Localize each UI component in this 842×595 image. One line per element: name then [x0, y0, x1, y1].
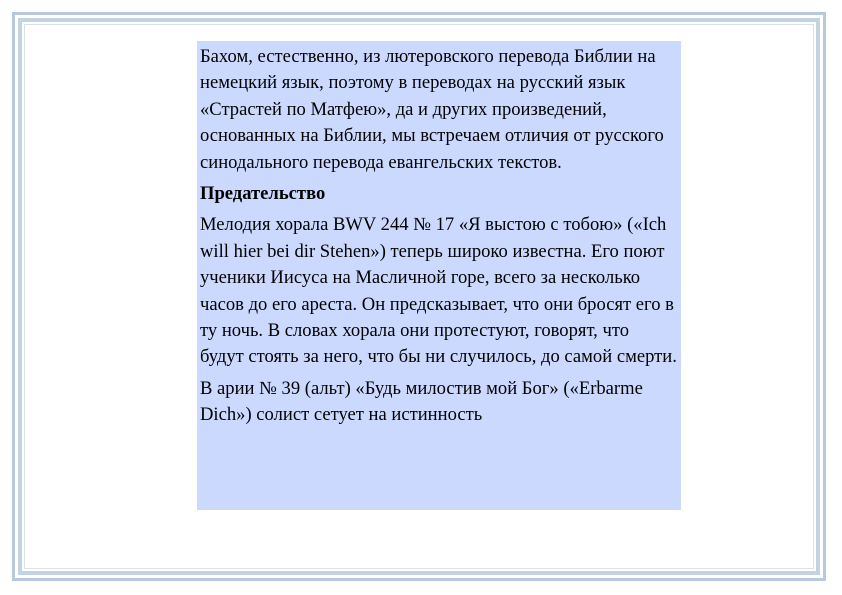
- paragraph-intro: Бахом, естественно, из лютеровского перевода Библии на немецкий язык, поэтому в переводах на русский язык «Страстей по Матфею», да и других произведений, основанных на Библии, мы встречаем отличия от русского синодального перевода евангельских текстов.: [200, 46, 664, 173]
- paragraph-aria: В арии № 39 (альт) «Будь милостив мой Бог» («Erbarme Dich») солист сетует на истинность: [200, 377, 643, 426]
- paragraph-chorale: Мелодия хорала BWV 244 № 17 «Я выстою с тобою» («Ich will hier bei dir Stehen») теперь широко известна. Его поют ученики Иисуса на Масличной горе, всего за несколько часов до его ареста. Он предсказывает, что они бросят его в ту ночь. В словах хорала они протестуют, говорят, что будут стоять за него, что бы ни случилось, до самой смерти.: [200, 214, 677, 368]
- text-block: [197, 41, 681, 510]
- section-heading: Предательство: [200, 183, 326, 205]
